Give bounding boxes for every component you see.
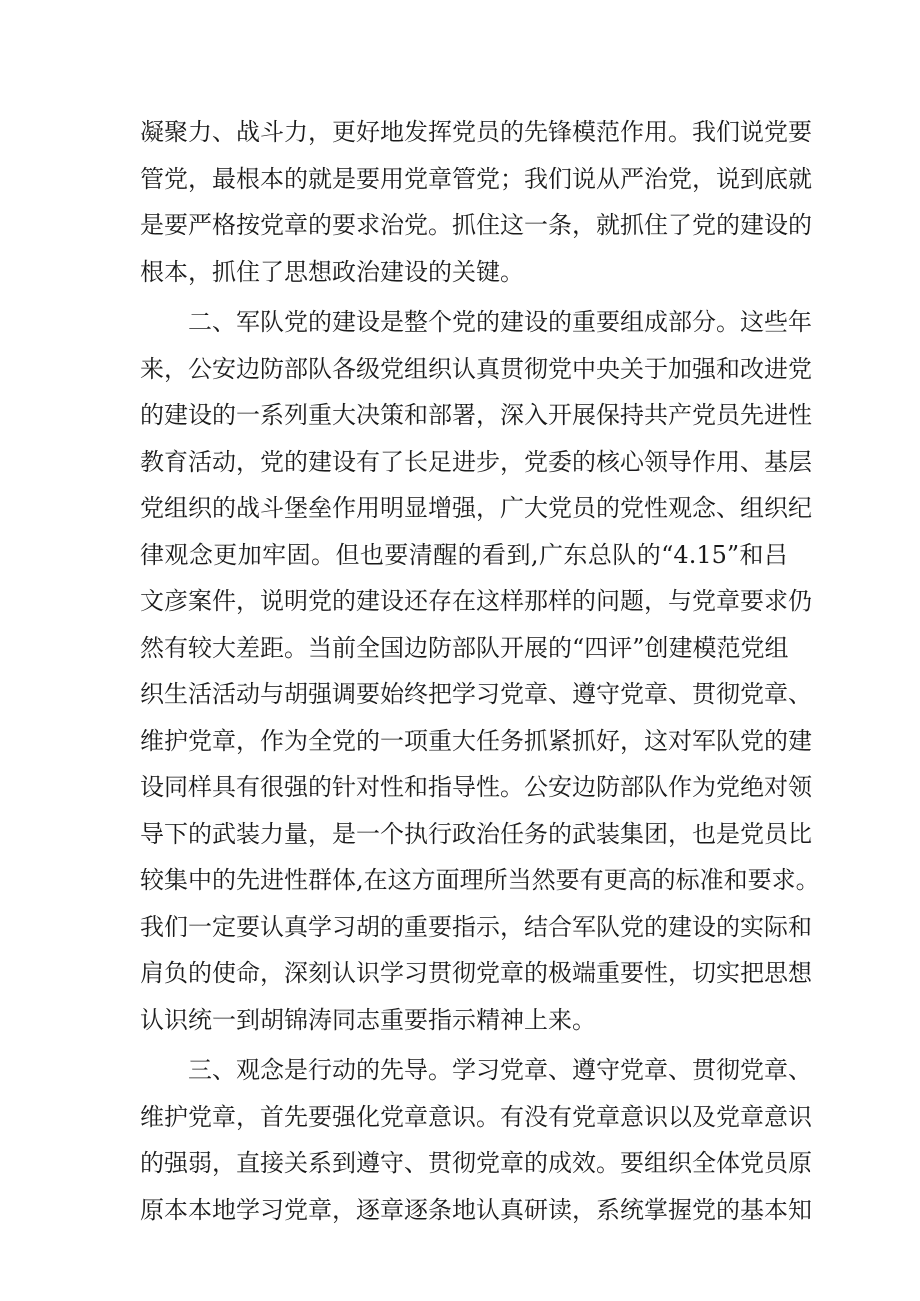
text-line: 我们一定要认真学习胡的重要指示，结合军队党的建设的实际和 <box>140 912 812 941</box>
paragraph-2 <box>140 299 820 1043</box>
text-line: 肩负的使命，深刻认识学习贯彻党章的极端重要性，切实把思想 <box>140 959 812 987</box>
text-line: 根本，抓住了思想政治建设的关键。 <box>140 257 524 286</box>
text-line: 较集中的先进性群体,在这方面理所当然要有更高的标准和要求。 <box>140 866 820 894</box>
text-line: 设同样具有很强的针对性和指导性。公安边防部队作为党绝对领 <box>140 773 812 801</box>
text-line: 律观念更加牢固。但也要清醒的看到,广东总队的“4.15”和吕 <box>140 540 788 569</box>
text-line: 来，公安边防部队各级党组织认真贯彻党中央关于加强和改进党 <box>140 354 812 383</box>
text-line: 二、军队党的建设是整个党的建设的重要组成部分。这些年 <box>188 308 812 336</box>
text-line: 管党，最根本的就是要用党章管党；我们说从严治党，说到底就 <box>140 164 812 193</box>
text-line: 党组织的战斗堡垒作用明显增强，广大党员的党性观念、组织纪 <box>140 494 812 522</box>
text-line: 的强弱，直接关系到遵守、贯彻党章的成效。要组织全体党员原 <box>140 1149 812 1177</box>
text-line: 织生活活动与胡强调要始终把学习党章、遵守党章、贯彻党章、 <box>140 680 812 708</box>
text-line: 维护党章，作为全党的一项重大任务抓紧抓好，这对军队党的建 <box>140 726 812 755</box>
text-line: 维护党章，首先要强化党章意识。有没有党章意识以及党章意识 <box>140 1102 812 1131</box>
text-line: 认识统一到胡锦涛同志重要指示精神上来。 <box>140 1005 596 1034</box>
paragraph-1 <box>140 109 812 295</box>
text-line: 三、观念是行动的先导。学习党章、遵守党章、贯彻党章、 <box>188 1056 812 1084</box>
document-body <box>140 109 820 1233</box>
text-line: 是要严格按党章的要求治党。抓住这一条，就抓住了党的建设的 <box>140 211 812 239</box>
text-line: 然有较大差距。当前全国边防部队开展的“四评”创建模范党组 <box>140 633 789 662</box>
text-line: 教育活动，党的建设有了长足进步，党委的核心领导作用、基层 <box>140 447 812 476</box>
text-line: 文彦案件，说明党的建设还存在这样那样的问题，与党章要求仍 <box>140 587 812 615</box>
text-line: 凝聚力、战斗力，更好地发挥党员的先锋模范作用。我们说党要 <box>140 118 812 146</box>
paragraph-3 <box>140 1047 812 1233</box>
text-line: 导下的武装力量，是一个执行政治任务的武装集团，也是党员比 <box>140 819 812 848</box>
text-line: 的建设的一系列重大决策和部署，深入开展保持共产党员先进性 <box>140 401 812 429</box>
text-line: 原本本地学习党章，逐章逐条地认真研读，系统掌握党的基本知 <box>140 1195 812 1224</box>
